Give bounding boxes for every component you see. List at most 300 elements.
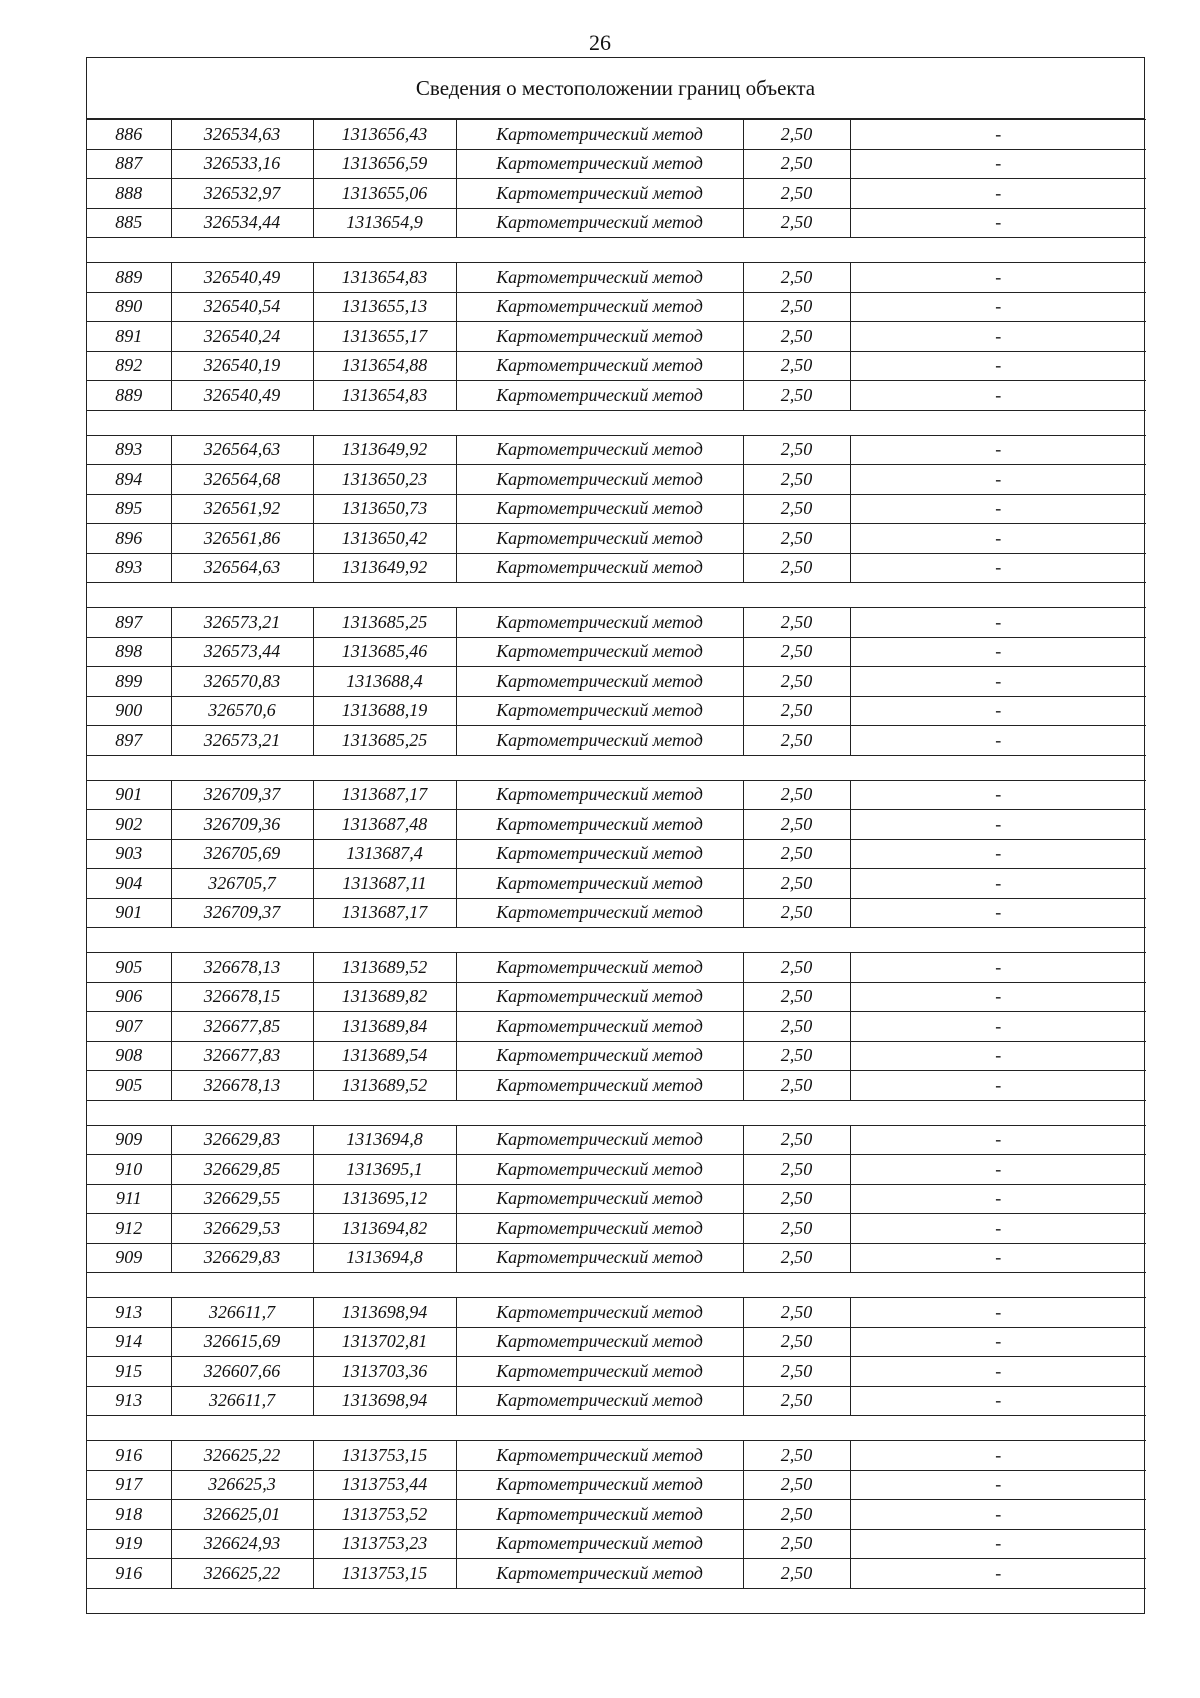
point-number-cell: 905 [87,1071,171,1101]
accuracy-cell: 2,50 [743,1327,850,1357]
boundary-table [86,57,1145,1614]
description-cell: - [850,637,1146,667]
x-coordinate-cell: 326533,16 [171,149,313,179]
y-coordinate-cell: 1313687,11 [313,869,456,899]
table-row [87,1041,1146,1071]
method-cell: Картометрический метод [456,1071,743,1101]
method-cell: Картометрический метод [456,1298,743,1328]
x-coordinate-cell: 326677,85 [171,1012,313,1042]
accuracy-cell: 2,50 [743,435,850,465]
group-separator-row [87,238,1146,263]
table-row [87,494,1146,524]
accuracy-cell: 2,50 [743,696,850,726]
y-coordinate-cell: 1313753,23 [313,1529,456,1559]
table-row [87,1155,1146,1185]
method-cell: Картометрический метод [456,351,743,381]
accuracy-cell: 2,50 [743,726,850,756]
description-cell: - [850,465,1146,495]
table-row [87,179,1146,209]
y-coordinate-cell: 1313753,52 [313,1500,456,1530]
method-cell: Картометрический метод [456,1529,743,1559]
method-cell: Картометрический метод [456,179,743,209]
accuracy-cell: 2,50 [743,1559,850,1589]
point-number-cell: 887 [87,149,171,179]
table-row [87,1214,1146,1244]
point-number-cell: 893 [87,553,171,583]
accuracy-cell: 2,50 [743,1441,850,1471]
y-coordinate-cell: 1313654,83 [313,263,456,293]
y-coordinate-cell: 1313703,36 [313,1357,456,1387]
accuracy-cell: 2,50 [743,810,850,840]
x-coordinate-cell: 326625,01 [171,1500,313,1530]
accuracy-cell: 2,50 [743,953,850,983]
point-number-cell: 913 [87,1298,171,1328]
description-cell: - [850,149,1146,179]
table-row [87,839,1146,869]
x-coordinate-cell: 326629,53 [171,1214,313,1244]
method-cell: Картометрический метод [456,435,743,465]
point-number-cell: 898 [87,637,171,667]
separator-cell [87,583,1146,608]
accuracy-cell: 2,50 [743,179,850,209]
point-number-cell: 903 [87,839,171,869]
accuracy-cell: 2,50 [743,381,850,411]
table-row [87,953,1146,983]
description-cell: - [850,263,1146,293]
x-coordinate-cell: 326540,54 [171,292,313,322]
accuracy-cell: 2,50 [743,1529,850,1559]
accuracy-cell: 2,50 [743,208,850,238]
y-coordinate-cell: 1313656,59 [313,149,456,179]
y-coordinate-cell: 1313695,1 [313,1155,456,1185]
x-coordinate-cell: 326678,13 [171,953,313,983]
x-coordinate-cell: 326677,83 [171,1041,313,1071]
description-cell: - [850,553,1146,583]
accuracy-cell: 2,50 [743,637,850,667]
point-number-cell: 910 [87,1155,171,1185]
x-coordinate-cell: 326573,44 [171,637,313,667]
point-number-cell: 916 [87,1559,171,1589]
table-row [87,608,1146,638]
accuracy-cell: 2,50 [743,1071,850,1101]
description-cell: - [850,1125,1146,1155]
point-number-cell: 902 [87,810,171,840]
accuracy-cell: 2,50 [743,1041,850,1071]
accuracy-cell: 2,50 [743,780,850,810]
group-separator-row [87,1100,1146,1125]
accuracy-cell: 2,50 [743,667,850,697]
description-cell: - [850,322,1146,352]
y-coordinate-cell: 1313687,48 [313,810,456,840]
description-cell: - [850,869,1146,899]
accuracy-cell: 2,50 [743,1184,850,1214]
table-row [87,1470,1146,1500]
accuracy-cell: 2,50 [743,494,850,524]
table-row [87,696,1146,726]
y-coordinate-cell: 1313655,06 [313,179,456,209]
accuracy-cell: 2,50 [743,1214,850,1244]
y-coordinate-cell: 1313685,25 [313,726,456,756]
table-row [87,1441,1146,1471]
y-coordinate-cell: 1313702,81 [313,1327,456,1357]
method-cell: Картометрический метод [456,524,743,554]
table-row [87,322,1146,352]
x-coordinate-cell: 326629,83 [171,1125,313,1155]
x-coordinate-cell: 326678,15 [171,982,313,1012]
method-cell: Картометрический метод [456,696,743,726]
y-coordinate-cell: 1313689,84 [313,1012,456,1042]
method-cell: Картометрический метод [456,1386,743,1416]
point-number-cell: 897 [87,726,171,756]
method-cell: Картометрический метод [456,869,743,899]
y-coordinate-cell: 1313654,88 [313,351,456,381]
y-coordinate-cell: 1313685,46 [313,637,456,667]
description-cell: - [850,1386,1146,1416]
table-row [87,1243,1146,1273]
table-row [87,1529,1146,1559]
separator-cell [87,1416,1146,1441]
table-row [87,208,1146,238]
table-body [87,120,1146,1613]
y-coordinate-cell: 1313753,15 [313,1559,456,1589]
description-cell: - [850,726,1146,756]
y-coordinate-cell: 1313649,92 [313,435,456,465]
method-cell: Картометрический метод [456,667,743,697]
table-row [87,381,1146,411]
y-coordinate-cell: 1313694,8 [313,1125,456,1155]
point-number-cell: 889 [87,263,171,293]
group-separator-row [87,928,1146,953]
method-cell: Картометрический метод [456,1012,743,1042]
x-coordinate-cell: 326573,21 [171,726,313,756]
method-cell: Картометрический метод [456,1441,743,1471]
y-coordinate-cell: 1313655,13 [313,292,456,322]
method-cell: Картометрический метод [456,1470,743,1500]
accuracy-cell: 2,50 [743,839,850,869]
x-coordinate-cell: 326625,3 [171,1470,313,1500]
point-number-cell: 892 [87,351,171,381]
description-cell: - [850,1529,1146,1559]
method-cell: Картометрический метод [456,553,743,583]
method-cell: Картометрический метод [456,1214,743,1244]
description-cell: - [850,1470,1146,1500]
table-row [87,637,1146,667]
table-row [87,1184,1146,1214]
point-number-cell: 919 [87,1529,171,1559]
description-cell: - [850,1155,1146,1185]
method-cell: Картометрический метод [456,1500,743,1530]
table-row [87,726,1146,756]
accuracy-cell: 2,50 [743,982,850,1012]
point-number-cell: 908 [87,1041,171,1071]
y-coordinate-cell: 1313687,17 [313,780,456,810]
group-separator-row [87,1416,1146,1441]
separator-cell [87,928,1146,953]
y-coordinate-cell: 1313695,12 [313,1184,456,1214]
x-coordinate-cell: 326573,21 [171,608,313,638]
accuracy-cell: 2,50 [743,1243,850,1273]
point-number-cell: 896 [87,524,171,554]
x-coordinate-cell: 326709,37 [171,780,313,810]
description-cell: - [850,1298,1146,1328]
method-cell: Картометрический метод [456,810,743,840]
x-coordinate-cell: 326709,36 [171,810,313,840]
method-cell: Картометрический метод [456,208,743,238]
point-number-cell: 914 [87,1327,171,1357]
point-number-cell: 886 [87,120,171,150]
accuracy-cell: 2,50 [743,1298,850,1328]
separator-cell [87,238,1146,263]
description-cell: - [850,1357,1146,1387]
x-coordinate-cell: 326625,22 [171,1441,313,1471]
method-cell: Картометрический метод [456,1357,743,1387]
method-cell: Картометрический метод [456,1125,743,1155]
separator-cell [87,1588,1146,1613]
group-separator-row [87,1273,1146,1298]
x-coordinate-cell: 326607,66 [171,1357,313,1387]
table-row [87,120,1146,150]
method-cell: Картометрический метод [456,780,743,810]
x-coordinate-cell: 326705,69 [171,839,313,869]
y-coordinate-cell: 1313753,15 [313,1441,456,1471]
group-separator-row [87,755,1146,780]
method-cell: Картометрический метод [456,608,743,638]
accuracy-cell: 2,50 [743,553,850,583]
description-cell: - [850,780,1146,810]
description-cell: - [850,1071,1146,1101]
x-coordinate-cell: 326570,83 [171,667,313,697]
accuracy-cell: 2,50 [743,263,850,293]
y-coordinate-cell: 1313688,19 [313,696,456,726]
point-number-cell: 897 [87,608,171,638]
x-coordinate-cell: 326678,13 [171,1071,313,1101]
table-row [87,1386,1146,1416]
point-number-cell: 917 [87,1470,171,1500]
point-number-cell: 891 [87,322,171,352]
separator-cell [87,410,1146,435]
table-row [87,1559,1146,1589]
description-cell: - [850,1041,1146,1071]
description-cell: - [850,1214,1146,1244]
y-coordinate-cell: 1313698,94 [313,1386,456,1416]
table-row [87,982,1146,1012]
point-number-cell: 901 [87,898,171,928]
separator-cell [87,1100,1146,1125]
description-cell: - [850,696,1146,726]
x-coordinate-cell: 326570,6 [171,696,313,726]
y-coordinate-cell: 1313650,42 [313,524,456,554]
accuracy-cell: 2,50 [743,1357,850,1387]
x-coordinate-cell: 326629,85 [171,1155,313,1185]
point-number-cell: 889 [87,381,171,411]
point-number-cell: 899 [87,667,171,697]
x-coordinate-cell: 326629,83 [171,1243,313,1273]
y-coordinate-cell: 1313688,4 [313,667,456,697]
y-coordinate-cell: 1313698,94 [313,1298,456,1328]
x-coordinate-cell: 326561,92 [171,494,313,524]
description-cell: - [850,1559,1146,1589]
description-cell: - [850,435,1146,465]
y-coordinate-cell: 1313685,25 [313,608,456,638]
description-cell: - [850,810,1146,840]
group-separator-row [87,410,1146,435]
table-row [87,869,1146,899]
description-cell: - [850,524,1146,554]
x-coordinate-cell: 326625,22 [171,1559,313,1589]
accuracy-cell: 2,50 [743,524,850,554]
description-cell: - [850,1012,1146,1042]
table-row [87,524,1146,554]
point-number-cell: 901 [87,780,171,810]
method-cell: Картометрический метод [456,1243,743,1273]
accuracy-cell: 2,50 [743,1386,850,1416]
point-number-cell: 885 [87,208,171,238]
table-row [87,780,1146,810]
method-cell: Картометрический метод [456,494,743,524]
x-coordinate-cell: 326540,19 [171,351,313,381]
accuracy-cell: 2,50 [743,120,850,150]
x-coordinate-cell: 326534,44 [171,208,313,238]
method-cell: Картометрический метод [456,381,743,411]
table-row [87,351,1146,381]
y-coordinate-cell: 1313650,23 [313,465,456,495]
y-coordinate-cell: 1313689,52 [313,1071,456,1101]
point-number-cell: 907 [87,1012,171,1042]
x-coordinate-cell: 326624,93 [171,1529,313,1559]
table-row [87,1298,1146,1328]
method-cell: Картометрический метод [456,839,743,869]
y-coordinate-cell: 1313694,82 [313,1214,456,1244]
coordinates-table [87,119,1146,1613]
x-coordinate-cell: 326534,63 [171,120,313,150]
y-coordinate-cell: 1313689,54 [313,1041,456,1071]
method-cell: Картометрический метод [456,465,743,495]
method-cell: Картометрический метод [456,1327,743,1357]
table-row [87,1327,1146,1357]
x-coordinate-cell: 326611,7 [171,1298,313,1328]
table-row [87,1071,1146,1101]
method-cell: Картометрический метод [456,982,743,1012]
table-row [87,1125,1146,1155]
x-coordinate-cell: 326564,68 [171,465,313,495]
table-row [87,810,1146,840]
x-coordinate-cell: 326709,37 [171,898,313,928]
description-cell: - [850,1243,1146,1273]
point-number-cell: 909 [87,1125,171,1155]
description-cell: - [850,1327,1146,1357]
accuracy-cell: 2,50 [743,465,850,495]
x-coordinate-cell: 326611,7 [171,1386,313,1416]
y-coordinate-cell: 1313654,83 [313,381,456,411]
accuracy-cell: 2,50 [743,1500,850,1530]
accuracy-cell: 2,50 [743,1125,850,1155]
table-row [87,553,1146,583]
point-number-cell: 911 [87,1184,171,1214]
table-row [87,149,1146,179]
description-cell: - [850,1500,1146,1530]
y-coordinate-cell: 1313687,4 [313,839,456,869]
x-coordinate-cell: 326564,63 [171,553,313,583]
description-cell: - [850,667,1146,697]
y-coordinate-cell: 1313689,82 [313,982,456,1012]
description-cell: - [850,120,1146,150]
description-cell: - [850,1441,1146,1471]
description-cell: - [850,953,1146,983]
description-cell: - [850,494,1146,524]
accuracy-cell: 2,50 [743,869,850,899]
y-coordinate-cell: 1313654,9 [313,208,456,238]
accuracy-cell: 2,50 [743,1470,850,1500]
point-number-cell: 893 [87,435,171,465]
x-coordinate-cell: 326532,97 [171,179,313,209]
point-number-cell: 890 [87,292,171,322]
table-row [87,898,1146,928]
y-coordinate-cell: 1313655,17 [313,322,456,352]
accuracy-cell: 2,50 [743,1012,850,1042]
description-cell: - [850,179,1146,209]
x-coordinate-cell: 326540,49 [171,263,313,293]
separator-cell [87,755,1146,780]
accuracy-cell: 2,50 [743,351,850,381]
point-number-cell: 918 [87,1500,171,1530]
point-number-cell: 913 [87,1386,171,1416]
method-cell: Картометрический метод [456,120,743,150]
table-row [87,263,1146,293]
method-cell: Картометрический метод [456,292,743,322]
point-number-cell: 895 [87,494,171,524]
point-number-cell: 916 [87,1441,171,1471]
description-cell: - [850,982,1146,1012]
point-number-cell: 888 [87,179,171,209]
description-cell: - [850,1184,1146,1214]
method-cell: Картометрический метод [456,898,743,928]
table-title: Сведения о местоположении границ объекта [87,58,1144,119]
description-cell: - [850,839,1146,869]
x-coordinate-cell: 326561,86 [171,524,313,554]
y-coordinate-cell: 1313687,17 [313,898,456,928]
accuracy-cell: 2,50 [743,898,850,928]
method-cell: Картометрический метод [456,1155,743,1185]
method-cell: Картометрический метод [456,726,743,756]
method-cell: Картометрический метод [456,953,743,983]
x-coordinate-cell: 326615,69 [171,1327,313,1357]
accuracy-cell: 2,50 [743,149,850,179]
y-coordinate-cell: 1313656,43 [313,120,456,150]
point-number-cell: 900 [87,696,171,726]
table-row [87,465,1146,495]
point-number-cell: 904 [87,869,171,899]
group-separator-row [87,1588,1146,1613]
description-cell: - [850,381,1146,411]
method-cell: Картометрический метод [456,1559,743,1589]
accuracy-cell: 2,50 [743,1155,850,1185]
table-row [87,292,1146,322]
group-separator-row [87,583,1146,608]
method-cell: Картометрический метод [456,1041,743,1071]
point-number-cell: 894 [87,465,171,495]
y-coordinate-cell: 1313694,8 [313,1243,456,1273]
table-row [87,667,1146,697]
separator-cell [87,1273,1146,1298]
table-row [87,1500,1146,1530]
x-coordinate-cell: 326705,7 [171,869,313,899]
table-row [87,1012,1146,1042]
x-coordinate-cell: 326564,63 [171,435,313,465]
description-cell: - [850,208,1146,238]
accuracy-cell: 2,50 [743,608,850,638]
description-cell: - [850,608,1146,638]
point-number-cell: 905 [87,953,171,983]
